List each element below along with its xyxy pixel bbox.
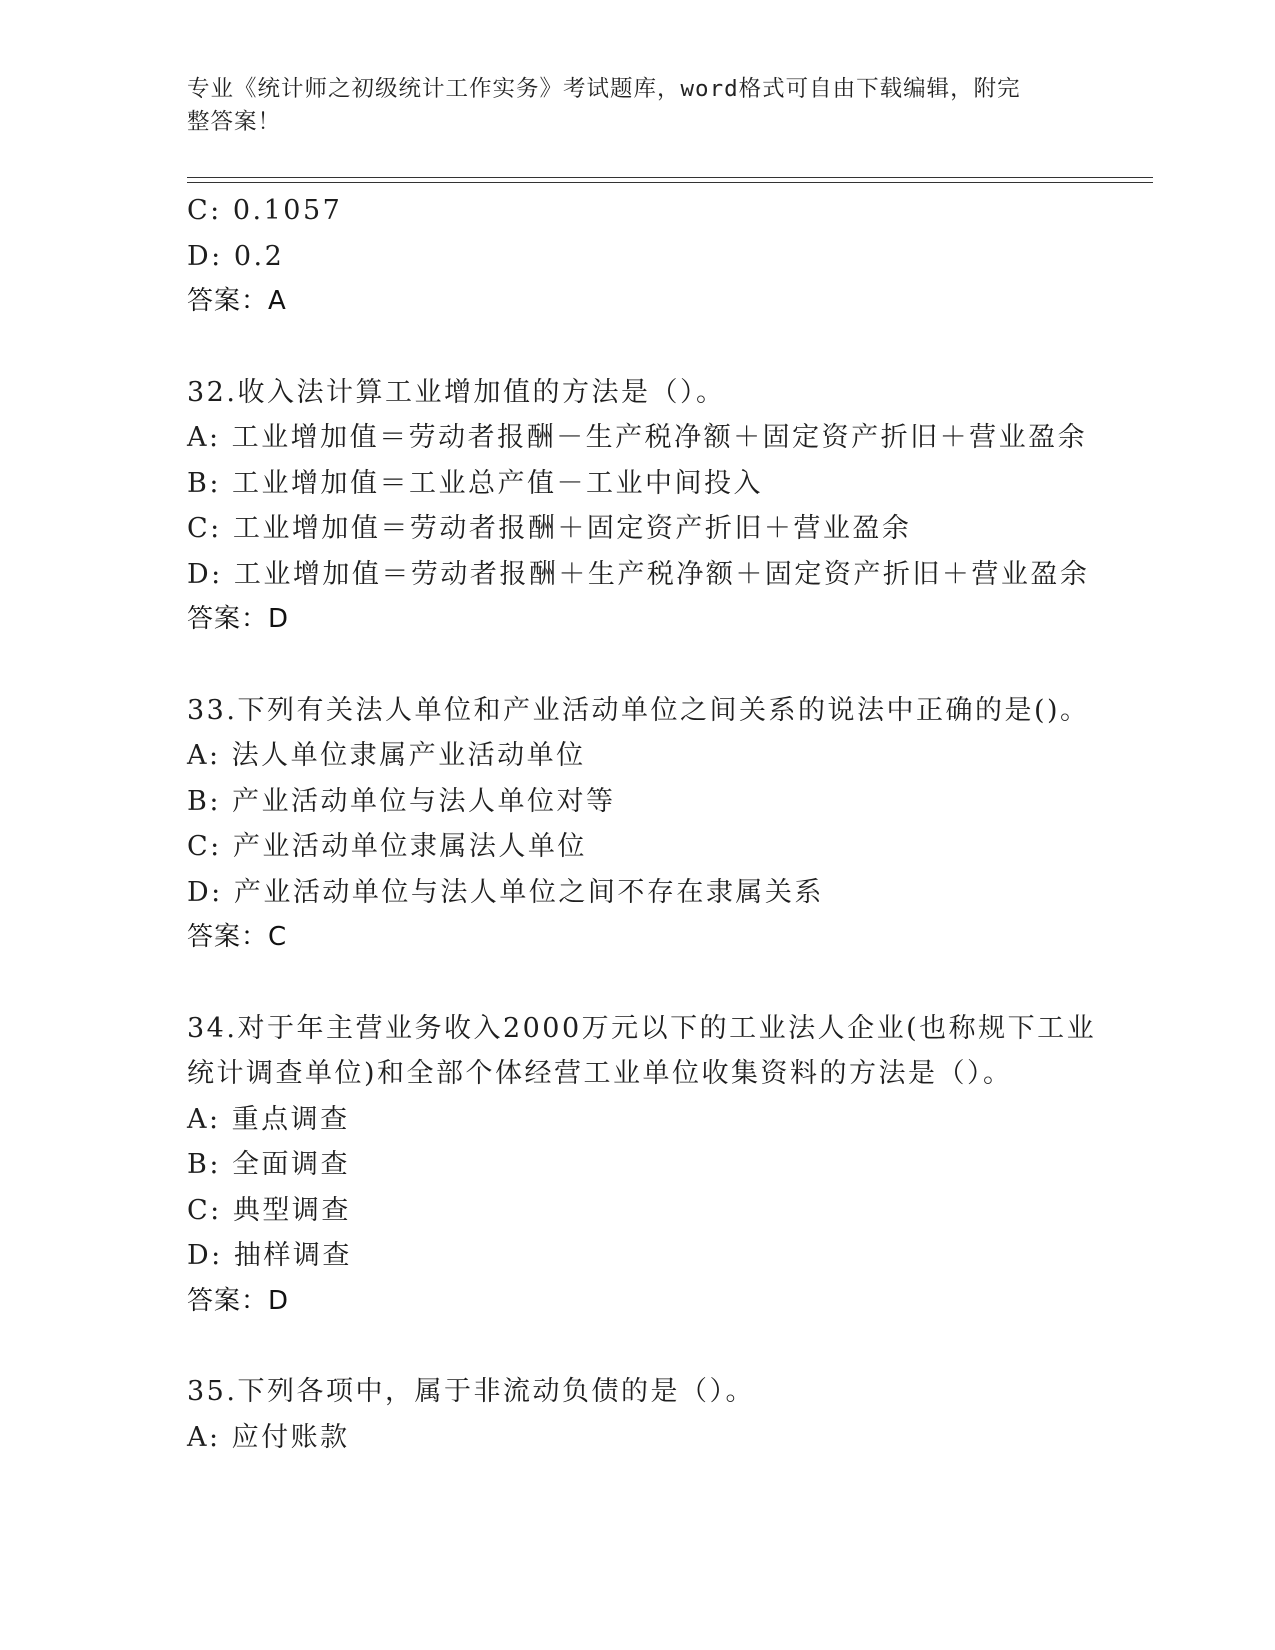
option-b: B: 产业活动单位与法人单位对等 <box>187 785 616 817</box>
question-list <box>187 188 1097 1460</box>
option-c: C: 典型调查 <box>187 1194 351 1226</box>
option-c: C: 工业增加值＝劳动者报酬＋固定资产折旧＋营业盈余 <box>187 513 912 544</box>
header-divider-bottom <box>187 182 1153 183</box>
option-a: A: 法人单位隶属产业活动单位 <box>187 740 586 771</box>
option-c: C: 0.1057 <box>187 195 343 226</box>
question-stem-line-2: 统计调查单位)和全部个体经营工业单位收集资料的方法是（）。 <box>187 1058 1013 1089</box>
question-33 <box>187 688 1090 961</box>
document-header <box>187 73 1067 139</box>
option-d: D: 抽样调查 <box>187 1240 352 1271</box>
question-31-tail <box>187 188 1087 325</box>
header-divider-top <box>187 177 1153 178</box>
option-d: D: 0.2 <box>187 240 285 272</box>
option-c: C: 产业活动单位隶属法人单位 <box>187 831 587 862</box>
option-b: B: 工业增加值＝工业总产值－工业中间投入 <box>187 467 764 499</box>
question-32 <box>187 370 1090 643</box>
option-d: D: 工业增加值＝劳动者报酬＋生产税净额＋固定资产折旧＋营业盈余 <box>187 558 1090 590</box>
answer: 答案：D <box>187 1285 290 1316</box>
option-a: A: 重点调查 <box>187 1103 350 1135</box>
question-stem: 33.下列有关法人单位和产业活动单位之间关系的说法中正确的是()。 <box>187 694 1090 726</box>
header-line-2: 整答案！ <box>187 109 282 135</box>
question-35 <box>187 1369 1087 1460</box>
answer: 答案：D <box>187 604 290 634</box>
option-a: A: 工业增加值＝劳动者报酬－生产税净额＋固定资产折旧＋营业盈余 <box>187 422 1088 453</box>
header-line-1: 专业《统计师之初级统计工作实务》考试题库，word格式可自由下载编辑，附完 <box>187 76 1021 102</box>
question-stem-line-1: 34.对于年主营业务收入2000万元以下的工业法人企业(也称规下工业 <box>187 1012 1097 1044</box>
question-34 <box>187 1006 1097 1325</box>
answer: 答案：A <box>187 286 287 316</box>
answer: 答案：C <box>187 922 288 952</box>
question-stem: 35.下列各项中，属于非流动负债的是（）。 <box>187 1376 755 1407</box>
question-stem: 32.收入法计算工业增加值的方法是（）。 <box>187 376 726 408</box>
option-d: D: 产业活动单位与法人单位之间不存在隶属关系 <box>187 876 824 908</box>
option-b: B: 全面调查 <box>187 1149 351 1180</box>
option-a: A: 应付账款 <box>187 1421 350 1453</box>
